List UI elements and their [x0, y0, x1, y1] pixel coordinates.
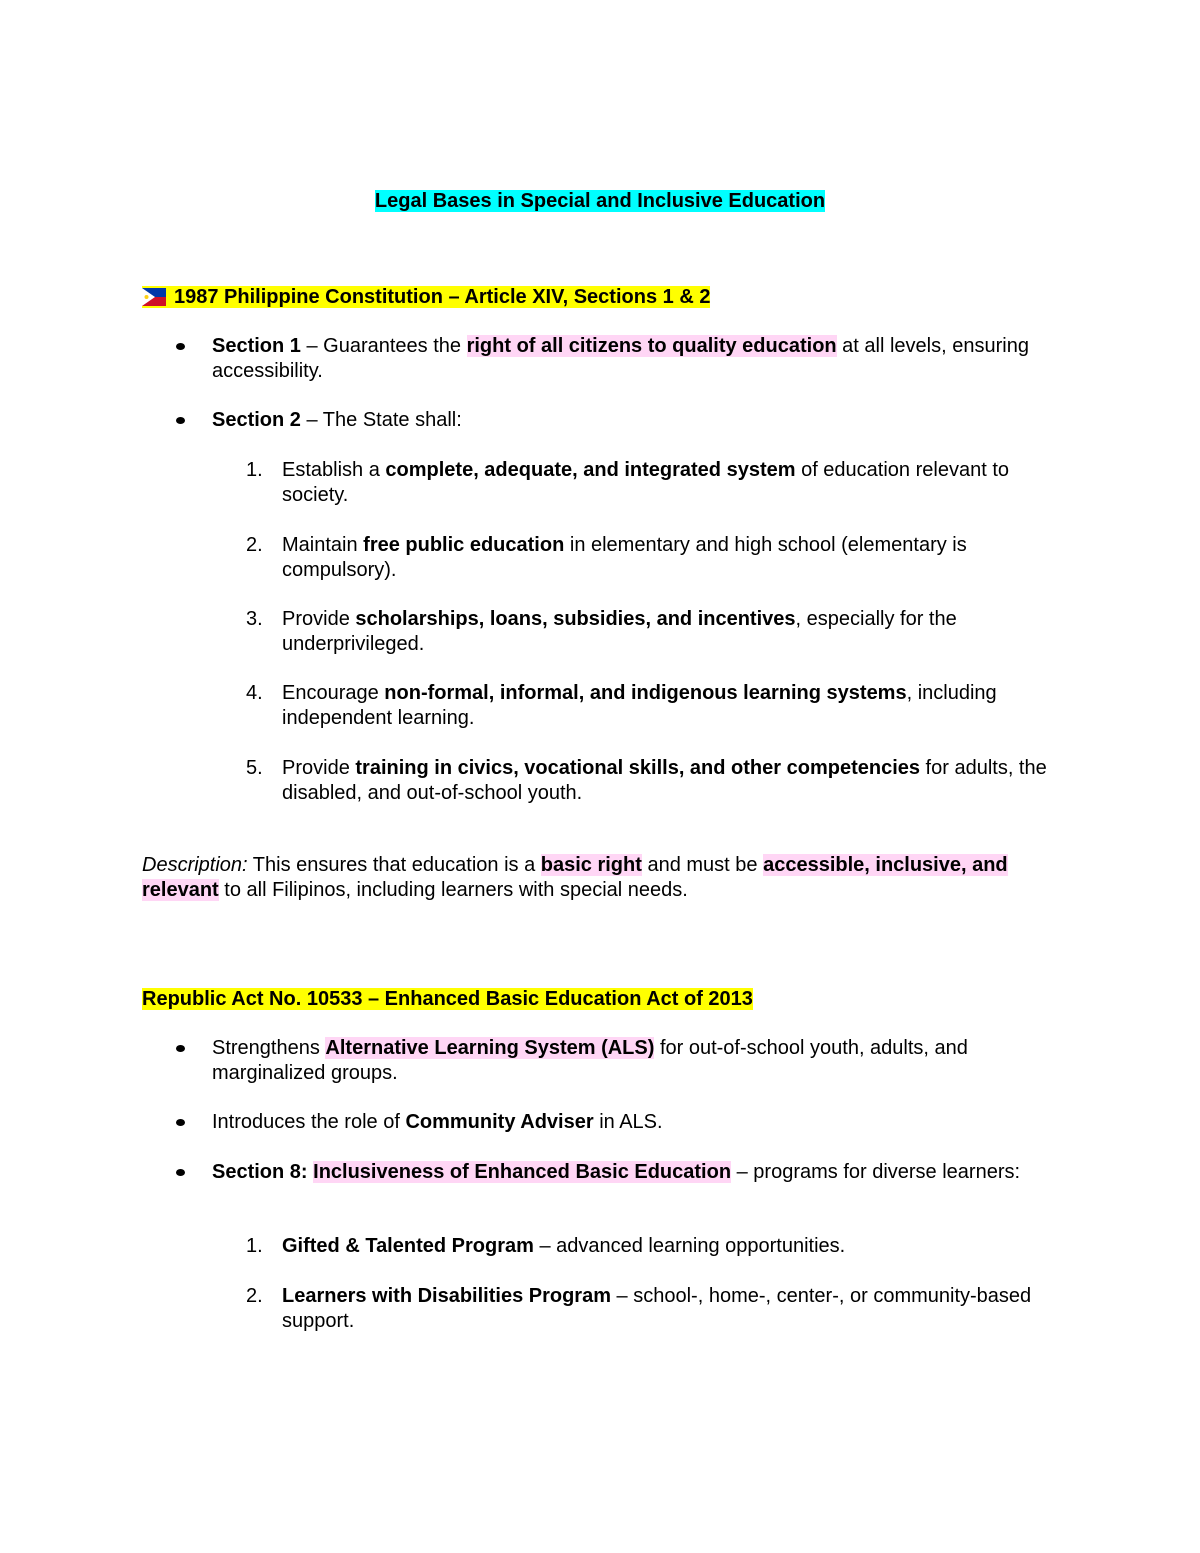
ra-10533-heading: Republic Act No. 10533 – Enhanced Basic Education Act of 2013 [142, 988, 753, 1010]
bullet-icon [176, 1119, 185, 1126]
bullet-icon [176, 417, 185, 424]
bullet-icon [176, 1169, 185, 1176]
constitution-heading: 1987 Philippine Constitution – Article XIV, Sections 1 & 2 [142, 285, 710, 310]
document-page: Legal Bases in Special and Inclusive Education 1987 Philippine Constitution – Article XIV, Sections 1 & 2 Section 1 – Guarantees the right of all citizens to quality education at all levels, ensuring accessibility. Section 2 – The State shall: 1. Establish a complete, adequate, and integrated system of education relevant to society. 2. Maintain free public education in elementary and high school (elementary is compulsory). 3. Provide scholarships, loans, subsidies, and incentives, especially for the underprivileged. 4. Encourage non-formal, informal, and indigenous learning systems, including independent learning. 5. Provide training in civics, vocational skills, and other competencies for adults, the disabled, and out-of-school youth. Description: This ensures that education is a basic right and must be accessible, inclusive, and relevant to all Filipinos, including learners with special needs. Republic Act No. 10533 – Enhanced Basic Education Act of 2013 Strengthens Alternative Learning System (ALS) for out-of-school youth, adults, and marginalized groups. Introduces the role of Community Adviser in ALS. Section 8: Inclusiveness of Enhanced Basic Education – programs for diverse learners: 1. Gifted & Talented Program – advanced learning opportunities. 2. Learners with Disabilities Program – school-, home-, center-, or community-based support. [0, 0, 1200, 1553]
bullet-icon [176, 343, 185, 350]
constitution-description: Description: This ensures that education is a basic right and must be accessible, inclusive, and relevant to all Filipinos, including learners with special needs. [142, 854, 1008, 901]
document-title: Legal Bases in Special and Inclusive Education [374, 190, 826, 212]
bullet-icon [176, 1045, 185, 1052]
philippines-flag-icon [142, 288, 166, 306]
